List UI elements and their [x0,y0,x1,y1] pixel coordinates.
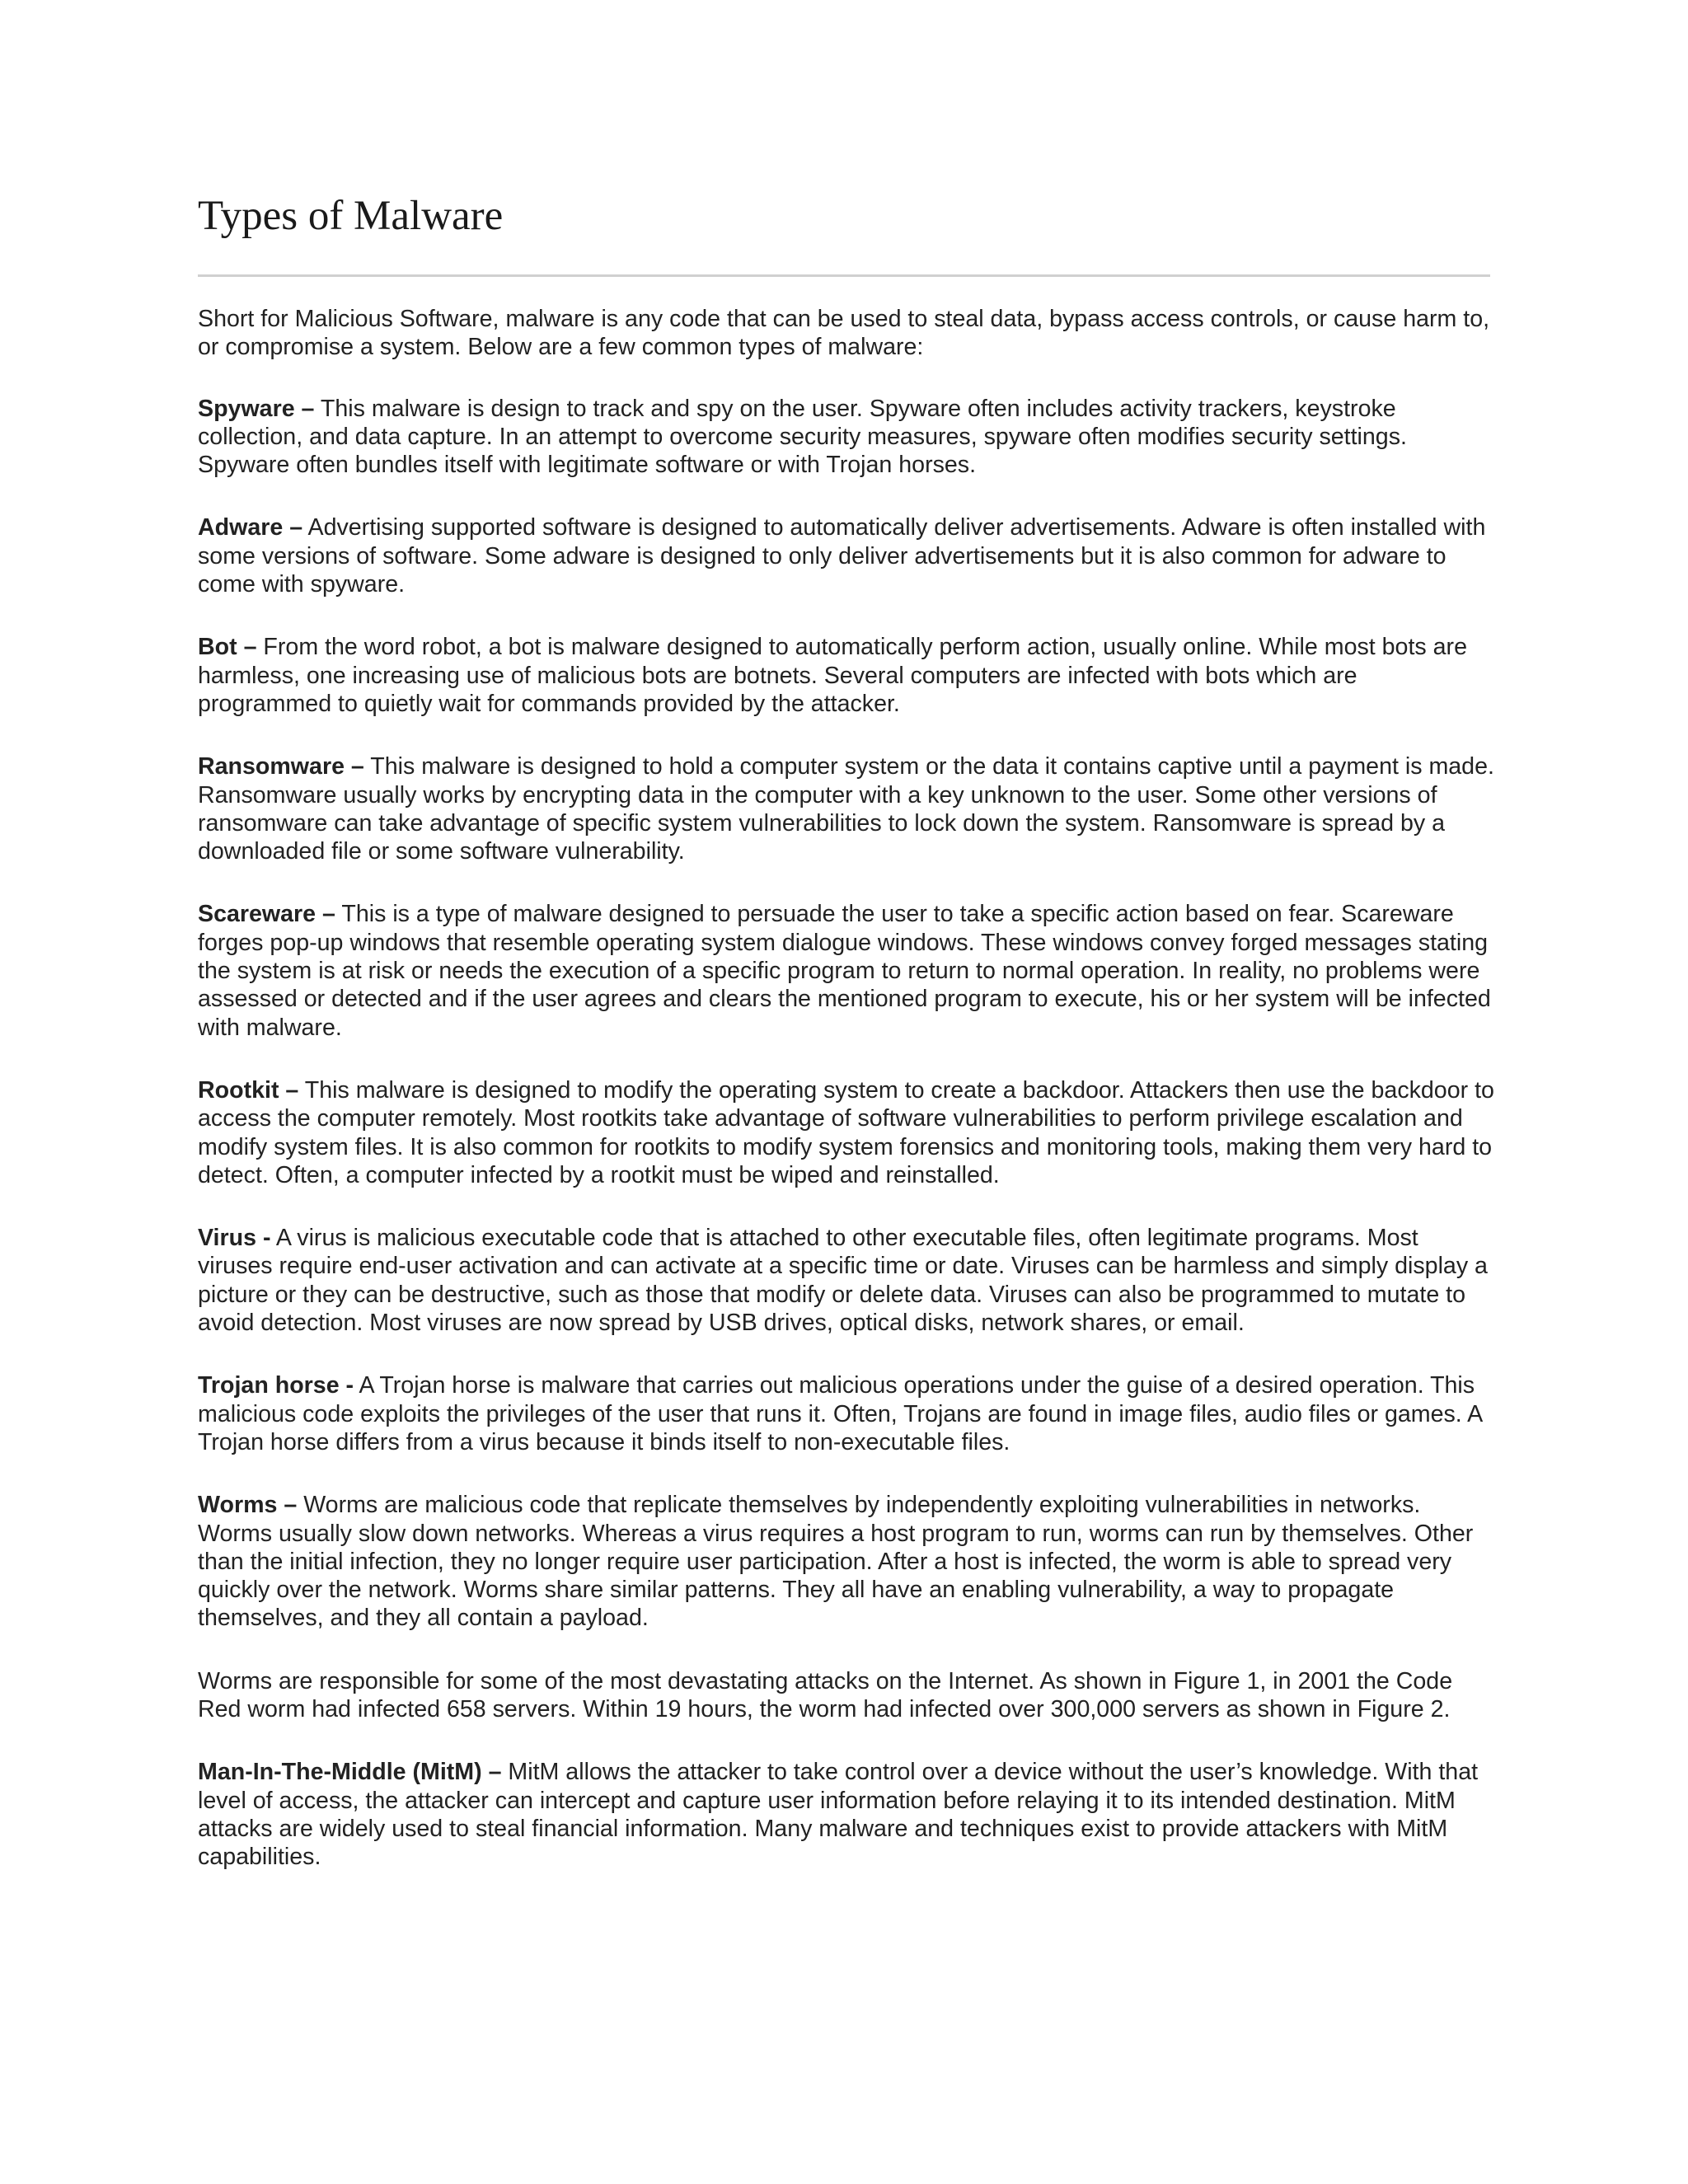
worms-note-paragraph: Worms are responsible for some of the most devastating attacks on the Internet. As shown in Figure 1, in 2001 the Code Red worm had infected 658 servers. Within 19 hours, the worm had infected over 300,000 servers as shown in Figure 2. [198,1667,1453,1722]
term-description: A Trojan horse is malware that carries out malicious operations under the guise of a desired operation. This malicious code exploits the privileges of the user that runs it. Often, Trojans are found in image files, audio files or games. A Trojan horse differs from a virus because it binds itself to non-executable files. [198,1372,1482,1455]
term-description: Advertising supported software is designed to automatically deliver advertisements. Adware is often installed with some versions of software. Some adware is designed to only deliver advertisements but it is also common for adware to come with spyware. [198,514,1486,598]
page-title: Types of Malware [198,193,504,239]
intro-paragraph: Short for Malicious Software, malware is any code that can be used to steal data, bypass access controls, or cause harm to, or compromise a system. Below are a few common types of malware: [198,306,1490,361]
term-label: Worms – [198,1492,298,1519]
term-description: A virus is malicious executable code that is attached to other executable files, often legitimate programs. Most viruses require end-user activation and can activate at a specific time or date. Viruses can be harmless and simply display a picture or they can be destructive, such as those that modify or delete data. Viruses can also be programmed to mutate to avoid detection. Most viruses are now spread by USB drives, optical disks, network shares, or email. [198,1225,1488,1337]
term-label: Bot – [198,634,257,661]
malware-entry-scareware [198,900,1496,1041]
malware-entry-rootkit [198,1076,1496,1189]
malware-entry-trojan-horse [198,1371,1496,1456]
malware-entry-mitm [198,1758,1496,1871]
term-label: Scareware – [198,901,335,928]
malware-entry-bot [198,633,1496,718]
term-label: Rootkit – [198,1076,299,1104]
document-body [198,305,1496,1905]
term-description: This malware is design to track and spy on the user. Spyware often includes activity trackers, keystroke collection, and data capture. In an attempt to overcome security measures, spyware often modifies security settings. Spyware often bundles itself with legitimate software or with Trojan horses. [198,395,1407,479]
term-description: This malware is designed to hold a computer system or the data it contains captive until a payment is made. Ransomware usually works by encrypting data in the computer with a key unknown to the user. Some other versions of ransomware can take advantage of specific system vulnerabilities to lock down the system. Ransomware is spread by a downloaded file or some software vulnerability. [198,753,1494,865]
term-label: Ransomware – [198,753,364,780]
term-description: This malware is designed to modify the operating system to create a backdoor. Attackers then use the backdoor to access the computer remotely. Most rootkits take advantage of software vulnerabilities to perform privilege escalation and modify system files. It is also common for rootkits to modify system forensics and monitoring tools, making them very hard to detect. Often, a computer infected by a rootkit must be wiped and reinstalled. [198,1076,1494,1188]
term-label: Adware – [198,514,303,541]
term-label: Trojan horse - [198,1372,354,1399]
malware-entry-worms [198,1491,1496,1632]
term-description: From the word robot, a bot is malware designed to automatically perform action, usually online. While most bots are harmless, one increasing use of malicious bots are botnets. Several computers are infected with bots which are programmed to quietly wait for commands provided by the attacker. [198,634,1467,717]
malware-entry-spyware [198,395,1496,480]
term-description: Worms are malicious code that replicate themselves by independently exploiting vulnerabilities in networks. Worms usually slow down networks. Whereas a virus requires a host program to run, worms can run by themselves. Other than the initial infection, they no longer require user participation. After a host is infected, the worm is able to spread very quickly over the network. Worms share similar patterns. They all have an enabling vulnerability, a way to propagate themselves, and they all contain a payload. [198,1492,1474,1632]
term-description: This is a type of malware designed to persuade the user to take a specific action based on fear. Scareware forges pop-up windows that resemble operating system dialogue windows. These windows convey forged messages stating the system is at risk or needs the execution of a specific program to return to normal operation. In reality, no problems were assessed or detected and if the user agrees and clears the mentioned program to execute, his or her system will be infected with malware. [198,901,1491,1041]
term-description: MitM allows the attacker to take control over a device without the user’s knowledge. With that level of access, the attacker can intercept and capture user information before relaying it to its intended destination. MitM attacks are widely used to steal financial information. Many malware and techniques exist to provide attackers with MitM capabilities. [198,1759,1479,1871]
malware-entry-ransomware [198,752,1496,865]
malware-entry-virus [198,1224,1496,1337]
title-divider [198,274,1490,277]
term-label: Spyware – [198,395,315,422]
term-label: Virus - [198,1225,271,1252]
malware-entry-adware [198,513,1496,598]
term-label: Man-In-The-Middle (MitM) – [198,1759,502,1786]
